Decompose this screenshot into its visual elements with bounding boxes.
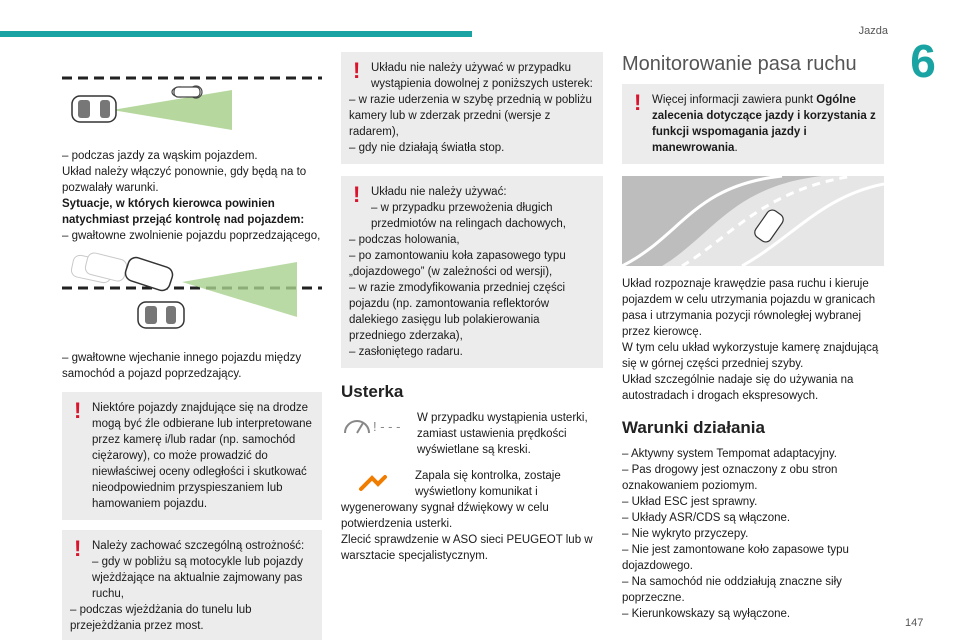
warning-text-bold: Ogólne zalecenia dotyczące jazdy i korzystania z funkcji wspomagania jazdy i manewrowania <box>652 94 876 154</box>
lane-keeping-road-illustration <box>622 176 884 266</box>
warning-box <box>341 176 603 368</box>
warning-text: Niektóre pojazdy znajdujące się na drodze mogą być źle odbierane lub interpretowane przez kamerę i/lub radar (np. samochód ciężarowy), co może prowadzić do niewłaściwej oceny odległości i skutkować nieodpowiednim przyspieszaniem lub hamowaniem pojazdu. <box>92 402 312 510</box>
chapter-number: 6 <box>910 35 936 87</box>
warning-text: Więcej informacji zawiera punkt <box>652 94 817 106</box>
paragraph: – gwałtowne wjechanie innego pojazdu między samochód a pojazd poprzedzający. <box>62 352 302 380</box>
warning-text: – podczas wjeżdżania do tunelu lub przejeżdżania przez most. <box>70 604 252 632</box>
column-right <box>622 52 884 622</box>
column-middle <box>341 52 603 564</box>
list-item: – Pas drogowy jest oznaczony z obu stron oznakowaniem poziomym. <box>622 464 838 492</box>
warning-box <box>622 84 884 164</box>
warning-text: – w razie zmodyfikowania przedniej części pojazdu (np. zamontowania reflektorów dalekiego zasięgu lub polakierowania przedniego zderzaka), <box>349 282 566 342</box>
warning-text: – w razie uderzenia w szybę przednią w pobliżu kamery lub w zderzak przedni (wersje z radarem), <box>349 94 592 138</box>
page-number: 147 <box>905 617 924 629</box>
conditions-list <box>622 446 884 622</box>
cut-in-scene-illustration <box>62 252 322 340</box>
warning-box <box>341 52 603 164</box>
column-left <box>62 72 322 640</box>
paragraph: Zlecić sprawdzenie w ASO sieci PEUGEOT lub w warsztacie specjalistycznym. <box>341 534 593 562</box>
svg-text:! - - -: ! - - - <box>373 419 401 434</box>
paragraph: Układ należy włączyć ponownie, gdy będą na to pozwalały warunki. <box>62 166 307 194</box>
warning-text: – gdy nie działają światła stop. <box>349 142 505 154</box>
warning-box <box>62 392 322 520</box>
list-item: – Kierunkowskazy są wyłączone. <box>622 608 791 620</box>
motorcycle-scene-illustration <box>62 72 322 140</box>
warning-exclamation-icon: ! <box>353 58 361 83</box>
warning-exclamation-icon: ! <box>353 182 361 207</box>
chapter-title: Jazda <box>858 25 888 37</box>
list-item: – Nie wykryto przyczepy. <box>622 528 749 540</box>
fault-text: W przypadku wystąpienia usterki, zamiast ustawienia prędkości wyświetlane są kreski. <box>417 412 588 456</box>
warning-box <box>62 530 322 640</box>
list-item: – Układy ASR/CDS są włączone. <box>622 512 791 524</box>
cruise-control-fault-icon <box>341 410 405 442</box>
warning-text: – gdy w pobliżu są motocykle lub pojazdy wjeżdżające na aktualnie zajmowany pas ruchu, <box>92 556 303 600</box>
list-item: – Na samochód nie oddziałują znaczne siły poprzeczne. <box>622 576 842 604</box>
warning-text: – po zamontowaniu koła zapasowego typu „dojazdowego” (w zależności od wersji), <box>349 250 566 278</box>
warning-text: – zasłoniętego radaru. <box>349 346 463 358</box>
warning-text: – w przypadku przewożenia długich przedmiotów na relingach dachowych, <box>371 202 566 230</box>
paragraph: – podczas jazdy za wąskim pojazdem. <box>62 150 258 162</box>
fault-row <box>341 410 603 458</box>
warning-exclamation-icon: ! <box>74 536 82 561</box>
paragraph: Układ szczególnie nadaje się do używania na autostradach i drogach ekspresowych. <box>622 374 854 402</box>
list-item: – Nie jest zamontowane koło zapasowe typu dojazdowego. <box>622 544 849 572</box>
fault-text: Zapala się kontrolka, zostaje wyświetlony komunikat i wygenerowany sygnał dźwiękowy w celu potwierdzenia usterki. <box>341 470 561 530</box>
warning-text: . <box>734 142 738 154</box>
section-heading: Warunki działania <box>622 418 765 437</box>
paragraph: W tym celu układ wykorzystuje kamerę znajdującą się w górnej części przedniej szyby. <box>622 342 879 370</box>
header-accent-bar <box>0 31 472 37</box>
paragraph: – gwałtowne zwolnienie pojazdu poprzedzającego, <box>62 230 321 242</box>
section-heading: Usterka <box>341 382 404 401</box>
paragraph-bold: Sytuacje, w których kierowca powinien natychmiast przejąć kontrolę nad pojazdem: <box>62 198 305 226</box>
warning-exclamation-icon: ! <box>634 90 642 115</box>
warning-text: Układu nie należy używać w przypadku wystąpienia dowolnej z poniższych usterek: <box>371 62 593 90</box>
list-item: – Aktywny system Tempomat adaptacyjny. <box>622 448 837 460</box>
fault-warning-light-icon <box>341 468 405 500</box>
fault-row <box>341 468 603 532</box>
section-title: Monitorowanie pasa ruchu <box>622 53 857 75</box>
warning-exclamation-icon: ! <box>74 398 82 423</box>
paragraph: Układ rozpoznaje krawędzie pasa ruchu i kieruje pojazdem w celu utrzymania pojazdu w granicach pasa i utrzymania pozycji równoległej wybranej przez kierowcę. <box>622 278 876 338</box>
warning-text: Należy zachować szczególną ostrożność: <box>92 540 305 552</box>
warning-text: Układu nie należy używać: <box>371 186 507 198</box>
list-item: – Układ ESC jest sprawny. <box>622 496 758 508</box>
warning-text: – podczas holowania, <box>349 234 460 246</box>
